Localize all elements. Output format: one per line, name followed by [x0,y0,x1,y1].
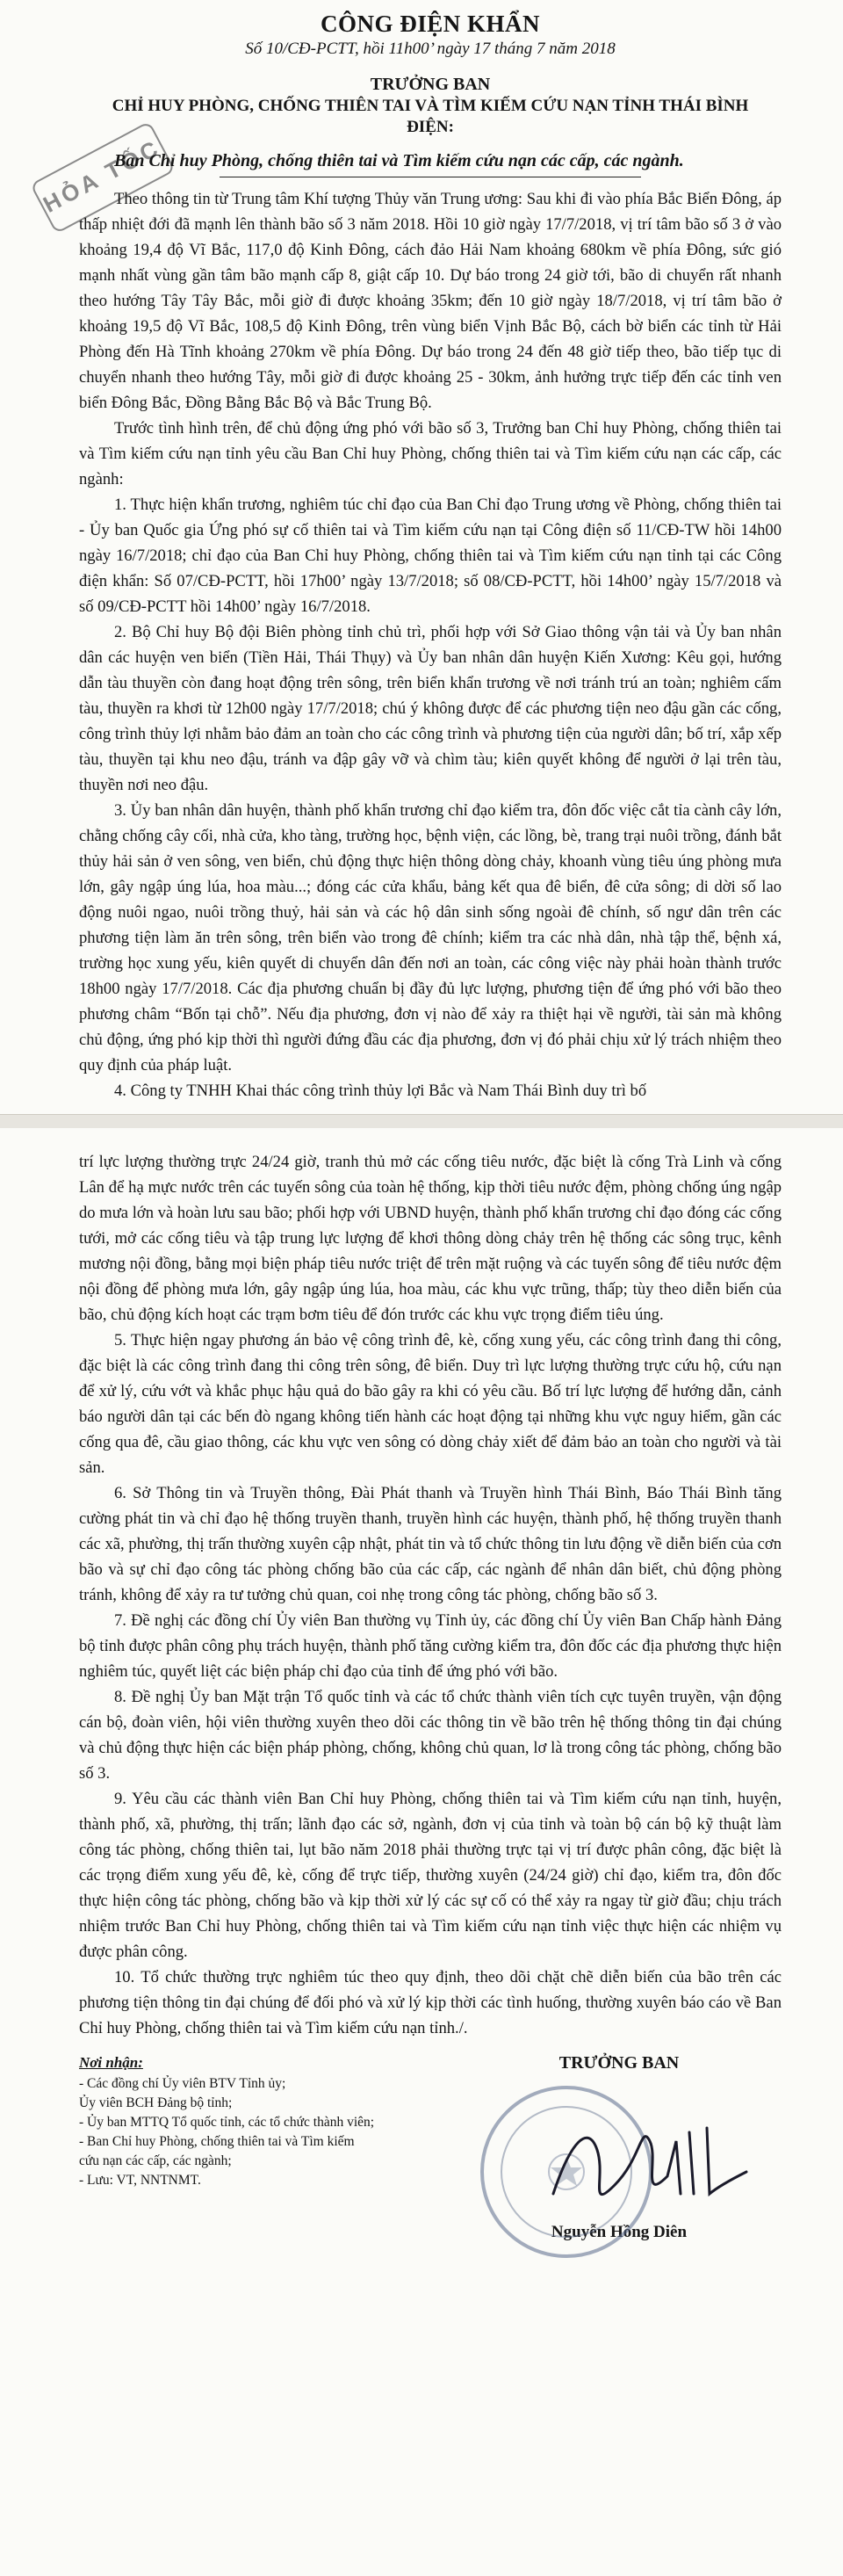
recipient-item: - Ban Chỉ huy Phòng, chống thiên tai và Tìm kiếm cứu nạn các cấp, các ngành; [79,2134,355,2168]
sender-organization: CHỈ HUY PHÒNG, CHỐNG THIÊN TAI VÀ TÌM KIẾM CỨU NẠN TỈNH THÁI BÌNH [112,97,749,115]
paragraph: trí lực lượng thường trực 24/24 giờ, tranh thủ mở các cống tiêu nước, đặc biệt là cống Trà Linh và cống Lân để hạ mực nước trên các tuyến sông của toàn hệ thống, kịp thời tiêu nước đệm, phòng chống úng ngập do mưa lớn và hoàn lưu sau bão; phối hợp với UBND huyện, thành phố khẩn trương chỉ đạo đóng các cống tưới, mở các cống tiêu và tập trung lực lượng để khơi thông dòng chảy trên hệ thống các sông trục, kênh mương nội đồng, bằng mọi biện pháp tiêu nước triệt để trên mặt ruộng và các tuyến sông để tiêu nước đệm nội đồng để phòng mưa lớn, gây ngập úng lúa, hoa màu, các khu vực trũng, thấp; tùy theo diễn biến của bão, chủ động kích hoạt các trạm bơm tiêu để đón trước các khu vực trọng điểm tiêu úng. [79,1153,782,1324]
sender-suffix: ĐIỆN: [407,118,454,136]
recipients-title: Nơi nhận: [79,2054,143,2071]
paragraph: 6. Sở Thông tin và Truyền thông, Đài Phát thanh và Truyền hình Thái Bình, Báo Thái Bình tăng cường phát tin và chỉ đạo hệ thống truyền thanh, truyền hình các huyện, thành phố, hệ thống truyền thanh các xã, phường, thị trấn thường xuyên cập nhật, phát tin và tổ chức thông tin lưu động về diễn biến của cơn bão và sự chỉ đạo công tác phòng chống bão của các cấp, các ngành để nhân dân biết, chủ động phòng tránh, không để xảy ra tư tưởng chủ quan, coi nhẹ trong công tác phòng, chống bão số 3. [79,1484,782,1604]
handwritten-signature-icon [536,2088,755,2229]
paragraph: 9. Yêu cầu các thành viên Ban Chỉ huy Phòng, chống thiên tai và Tìm kiếm cứu nạn tỉnh, huyện, thành phố, xã, phường, thị trấn; lãnh đạo các sở, ngành, đơn vị của tỉnh và toàn bộ cán bộ kỹ thuật làm công tác phòng, chống thiên tai, lụt bão năm 2018 phải thường trực tại vị trí được phân công, đặc biệt là các trọng điểm xung yếu đê, kè, cống để trực tiếp, thường xuyên (24/24 giờ) chỉ đạo, kiểm tra, đôn đốc thực hiện công tác phòng, chống bão và kịp thời xử lý các sự cố có thể xảy ra ngay từ giờ đầu; chịu trách nhiệm trước Ban Chỉ huy Phòng, chống thiên tai và Tìm kiếm cứu nạn tỉnh việc thực hiện các nhiệm vụ được phân công. [79,1790,782,1961]
recipient-item: - Các đồng chí Ủy viên BTV Tỉnh ủy; [79,2076,286,2091]
paragraph: 8. Đề nghị Ủy ban Mặt trận Tổ quốc tỉnh và các tổ chức thành viên tích cực tuyên truyền, vận động cán bộ, đoàn viên, hội viên thường xuyên theo dõi các thông tin về bão trên hệ thống thông tin đại chúng và chủ động thực hiện các biện pháp phòng, chống, không chủ quan, lơ là trong công tác phòng, chống bão số 3. [79,1688,782,1783]
recipient-line: Ban Chỉ huy Phòng, chống thiên tai và Tìm kiếm cứu nạn các cấp, các ngành. [114,151,684,170]
page-1-content [79,0,782,1103]
recipient-item: Ủy viên BCH Đảng bộ tỉnh; [79,2095,233,2110]
sender-title: TRƯỞNG BAN [370,75,491,94]
paragraph: 1. Thực hiện khẩn trương, nghiêm túc chỉ đạo của Ban Chỉ đạo Trung ương về Phòng, chống thiên tai - Ủy ban Quốc gia Ứng phó sự cố thiên tai và Tìm kiếm cứu nạn tại Công điện số 11/CĐ-TW hồi 14h00 ngày 16/7/2018; chỉ đạo của Ban Chỉ huy Phòng, chống thiên tai và Tìm kiếm cứu nạn tỉnh tại các Công điện khẩn: Số 07/CĐ-PCTT, hồi 17h00’ ngày 13/7/2018; số 08/CĐ-PCTT, hồi 14h00’ ngày 15/7/2018 và số 09/CĐ-PCTT hồi 14h00’ ngày 16/7/2018. [79,496,782,616]
urgent-stamp: HỎA TỐC [30,121,176,235]
paragraph: 7. Đề nghị các đồng chí Ủy viên Ban thường vụ Tỉnh ủy, các đồng chí Ủy viên Ban Chấp hành Đảng bộ tỉnh được phân công phụ trách huyện, thành phố tăng cường kiểm tra, đôn đốc các địa phương thực hiện nghiêm túc, quyết liệt các biện pháp chỉ đạo của tỉnh để ứng phó với bão. [79,1611,782,1681]
paragraph: 5. Thực hiện ngay phương án bảo vệ công trình đê, kè, cống xung yếu, các công trình đang thi công, đặc biệt là các công trình đang thi công trên sông, đê biển. Duy trì lực lượng thường trực cứu hộ, cứu nạn để xử lý, cứu vớt và khắc phục hậu quả do bão gây ra khi có yêu cầu. Bố trí lực lượng để hướng dẫn, cảnh báo người dân tại các bến đò ngang không tiến hành các hoạt động tại những khu vực nguy hiểm, gần các cống qua đê, cầu giao thông, các khu vực ven sông có dòng chảy xiết để đảm bảo an toàn cho người và tài sản. [79,1331,782,1477]
paragraph: 3. Ủy ban nhân dân huyện, thành phố khẩn trương chỉ đạo kiểm tra, đôn đốc việc cắt tỉa cành cây lớn, chằng chống cây cối, nhà cửa, kho tàng, trường học, bệnh viện, các lồng, bè, trang trại nuôi trồng, đánh bắt thủy hải sản ở ven sông, ven biển, chủ động thực hiện thông dòng chảy, khoanh vùng tiêu úng phòng mưa lớn, gây ngập úng lúa, hoa màu...; đóng các cửa khẩu, bảng kết qua đê biển, đê cửa sông; di dời số lao động nuôi ngao, nuôi trồng thuỷ, hải sản và các hộ dân sinh sống ngoài đê chính, số ngư dân trên các phương tiện làm ăn trên sông, trên biển vào trong đê chính; kiểm tra các nhà dân, nhà tập thể, bệnh xá, trường học xung yếu, kiên quyết di chuyển dân đến nơi an toàn, các công việc này phải hoàn thành trước 18h00 ngày 17/7/2018. Các địa phương chuẩn bị đầy đủ lực lượng, phương tiện để ứng phó với bão theo phương châm “Bốn tại chỗ”. Nếu địa phương, đơn vị nào để xảy ra thiệt hại về người, tài sản mà không chủ động, ứng phó kịp thời thì người đứng đầu các địa phương, đơn vị đó phải chịu xử lý trách nhiệm theo quy định của pháp luật. [79,801,782,1075]
recipient-item: - Lưu: VT, NNTNMT. [79,2173,201,2188]
paragraph: 4. Công ty TNHH Khai thác công trình thủy lợi Bắc và Nam Thái Bình duy trì bố [114,1082,647,1100]
paragraph: Trước tình hình trên, để chủ động ứng phó với bão số 3, Trưởng ban Chỉ huy Phòng, chống thiên tai và Tìm kiếm cứu nạn tỉnh yêu cầu Ban Chỉ huy Phòng, chống thiên tai và Tìm kiếm cứu nạn các cấp, các ngành: [79,419,782,488]
document-number: Số 10/CĐ-PCTT, hồi 11h00’ ngày 17 tháng 7 năm 2018 [245,40,616,58]
page-2-content [79,1149,782,2343]
document-title: CÔNG ĐIỆN KHẨN [320,11,540,37]
page-1 [0,0,843,1114]
signer-title: TRƯỞNG BAN [558,2053,680,2073]
paragraph: 2. Bộ Chỉ huy Bộ đội Biên phòng tỉnh chủ trì, phối hợp với Sở Giao thông vận tải và Ủy ban nhân dân các huyện ven biển (Tiền Hải, Thái Thụy) và Ủy ban nhân dân huyện Kiến Xương: Kêu gọi, hướng dẫn tàu thuyền còn đang hoạt động trên sông, trên biển khẩn trương về nơi tránh trú an toàn; nghiêm cấm tàu, thuyền ra khơi từ 12h00 ngày 17/7/2018; chú ý không được để các phương tiện neo đậu gần các cống, công trình thủy lợi nhằm bảo đảm an toàn cho các công trình và phương tiện của người dân; bố trí, xắp xếp tàu, thuyền tại khu neo đậu, tránh va đập gây vỡ và chìm tàu; kiên quyết không để người ở lại trên tàu, thuyền nơi neo đậu. [79,623,782,794]
signature-block [474,2053,764,2242]
recipients-list [79,2053,378,2190]
page-2 [0,1128,843,2576]
recipient-item: - Ủy ban MTTQ Tổ quốc tỉnh, các tổ chức thành viên; [79,2115,375,2130]
footer-block [79,2053,782,2343]
paragraph: Theo thông tin từ Trung tâm Khí tượng Thủy văn Trung ương: Sau khi đi vào phía Bắc Biển Đông, áp thấp nhiệt đới đã mạnh lên thành bão số 3 năm 2018. Hồi 10 giờ ngày 17/7/2018, vị trí tâm bão số 3 ở vào khoảng 19,4 độ Vĩ Bắc, 117,0 độ Kinh Đông, cách đảo Hải Nam khoảng 680km về phía Đông, sức gió mạnh nhất vùng gần tâm bão mạnh cấp 8, giật cấp 10. Dự báo trong 24 giờ tới, bão di chuyển rất nhanh theo hướng Tây Tây Bắc, mỗi giờ đi được khoảng 35km; đến 10 giờ ngày 18/7/2018, vị trí tâm bão ở khoảng 19,5 độ Vĩ Bắc, 108,5 độ Kinh Đông, trên vùng biển Vịnh Bắc Bộ, cách bờ biển các tỉnh từ Hải Phòng đến Hà Tĩnh khoảng 270km về phía Đông. Dự báo trong 24 đến 48 giờ tiếp theo, bão tiếp tục di chuyển nhanh theo hướng Tây, mỗi giờ đi được khoảng 25 - 30km, ảnh hưởng trực tiếp đến các tỉnh ven biển Đông Bắc, Đồng Bằng Bắc Bộ và Bắc Trung Bộ. [79,190,782,412]
paragraph: 10. Tổ chức thường trực nghiêm túc theo quy định, theo dõi chặt chẽ diễn biến của bão trên các phương tiện thông tin đại chúng để đối phó và xử lý kịp thời các tình huống, thường xuyên báo cáo về Ban Chỉ huy Phòng, chống thiên tai và Tìm kiếm cứu nạn tỉnh./. [79,1968,782,2037]
signer-name: Nguyễn Hồng Diên [551,2223,688,2241]
